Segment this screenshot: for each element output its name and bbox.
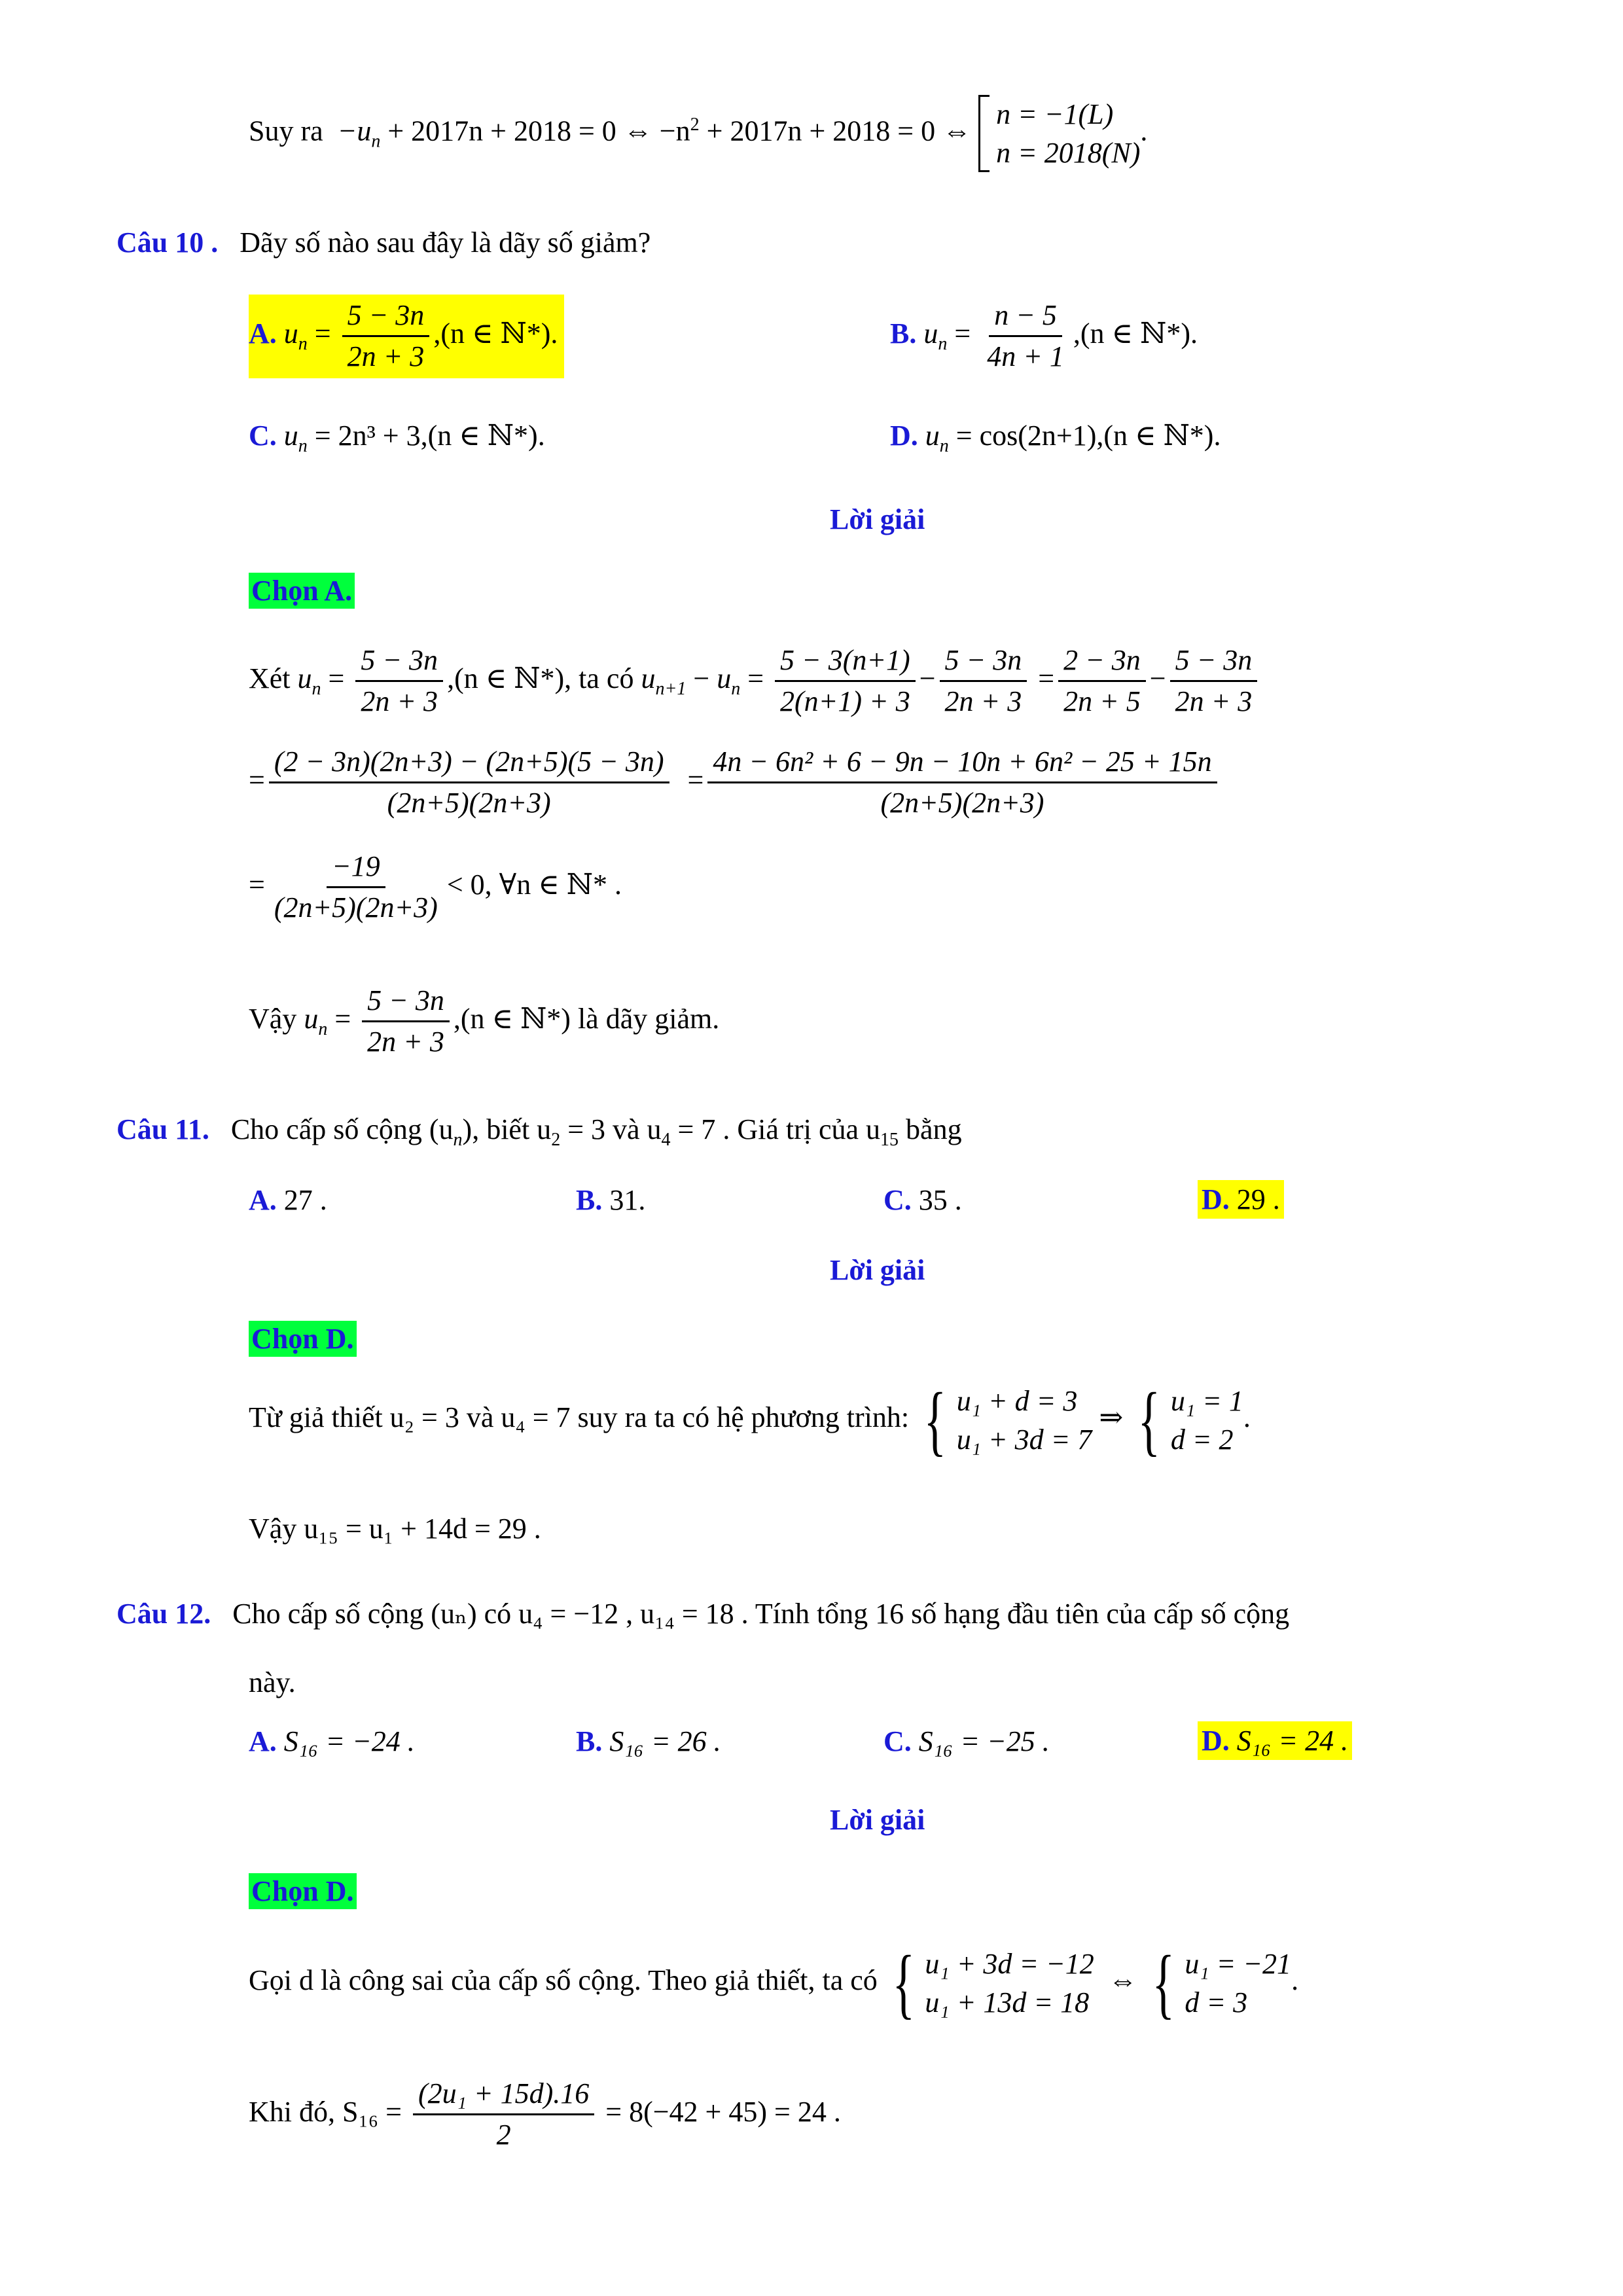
sys-row: u₁ = −21 <box>1185 1947 1292 1980</box>
q11-system1 <box>916 1376 1092 1463</box>
q10-a-letter: A. <box>249 317 277 350</box>
brace-icon: { <box>1137 1376 1161 1463</box>
frac-den: 2n + 3 <box>361 685 438 718</box>
frac-den: 2(n+1) + 3 <box>780 685 910 718</box>
frac-num: 5 − 3n <box>362 985 450 1022</box>
q10-c-expr: = 2n³ + 3,(n ∈ ℕ*). <box>314 420 545 452</box>
q12-option-b <box>576 1725 721 1758</box>
q10-s1-frac1 <box>355 645 443 718</box>
q10-option-a: A. $u_n$ = $\frac{5 - 3n}{2n + 3}$ ,(n ∈ ℕ*). <box>249 295 564 378</box>
q10-a-num: 5 − 3n <box>342 300 430 337</box>
q11-system2 <box>1130 1376 1243 1463</box>
frac-num: (2 − 3n)(2n+3) − (2n+5)(5 − 3n) <box>269 746 669 783</box>
q11-step1: Từ giả thiết u₂ = 3 và u₄ = 7 suy ra ta có hệ phương trình: { u₁ + d = 3 u₁ + 3d = 7 ⇒ { u₁ = 1 d = 2 . <box>249 1376 1251 1463</box>
q11-label: Câu 11. <box>116 1113 209 1145</box>
q12-label: Câu 12. <box>116 1598 211 1630</box>
q10-c-letter: C. <box>249 420 277 452</box>
top-eq-sup: 2 <box>690 114 700 135</box>
top-end: . <box>1140 115 1148 147</box>
q10-s4-frac <box>362 985 450 1058</box>
q11-option-a <box>249 1183 327 1217</box>
q10-s1-b: u <box>641 662 656 694</box>
frac-num: 5 − 3n <box>1170 645 1258 682</box>
q12-option-d <box>1198 1721 1352 1760</box>
q10-step4: Vậy $u_n$ = $\frac{5 - 3n}{2n + 3}$ ,(n ∈ ℕ*) là dãy giảm. <box>249 984 720 1058</box>
q10-d-letter: D. <box>890 420 918 452</box>
q11-text2: ), biết u <box>462 1113 552 1145</box>
sys-row: d = 3 <box>1185 1986 1248 2018</box>
top-case2: n = 2018(N) <box>996 137 1141 170</box>
q11-a-value: 27 . <box>283 1184 327 1216</box>
q10-s2-frac2 <box>707 746 1217 819</box>
q10-text: Dãy số nào sau đây là dãy số giảm? <box>240 226 651 259</box>
q12-s1: Gọi d là công sai của cấp số cộng. Theo giả thiết, ta có <box>249 1964 878 1997</box>
frac-den: (2n+5)(2n+3) <box>274 891 438 924</box>
frac-den: (2n+5)(2n+3) <box>387 787 551 819</box>
frac-num: 2 − 3n <box>1058 645 1146 682</box>
frac-den: 2n + 3 <box>944 685 1022 718</box>
q12-step1: Gọi d là công sai của cấp số cộng. Theo giả thiết, ta có { u₁ + 3d = −12 u₁ + 13d = 18 ⇔ { u₁ = −21 d = 3 . <box>249 1939 1299 2026</box>
q11-d-value: 29 . <box>1236 1183 1280 1215</box>
q12-d-letter: D. <box>1202 1725 1230 1757</box>
top-eq-rest: + 2017n + 2018 = 0 ⇔ −n <box>380 115 690 147</box>
q11-s1: Từ giả thiết u₂ = 3 và u₄ = 7 suy ra ta có hệ phương trình: <box>249 1401 910 1434</box>
q10-s3-tail: < 0, ∀n ∈ ℕ* . <box>446 868 622 901</box>
q11-text4: = 7 . Giá trị của u <box>670 1113 881 1145</box>
q10-b-den: 4n + 1 <box>987 340 1064 373</box>
frac-num: 5 − 3(n+1) <box>775 645 916 682</box>
top-eq-sub: n <box>371 131 381 152</box>
q10-s1-frac4 <box>1058 645 1146 718</box>
q11-text: Cho cấp số cộng (u <box>230 1113 454 1145</box>
top-cases <box>978 95 1140 173</box>
frac-num: 5 − 3n <box>940 645 1027 682</box>
q10-s3-frac <box>269 851 443 924</box>
q12-solution-title: Lời giải <box>830 1804 925 1836</box>
q10-b-num: n − 5 <box>989 300 1062 337</box>
q10-s1-frac3 <box>940 645 1027 718</box>
q12-c-letter: C. <box>883 1725 912 1757</box>
frac-num: 4n − 6n² + 6 − 9n − 10n + 6n² − 25 + 15n <box>707 746 1217 783</box>
q11-text3: = 3 và u <box>560 1113 662 1145</box>
q10-s1-frac5 <box>1170 645 1258 718</box>
q10-b-frac <box>982 300 1069 373</box>
top-equation-line <box>249 95 1147 173</box>
q12-s2-a: Khi đó, S₁₆ = <box>249 2095 402 2128</box>
equivalent-arrow: ⇔ <box>1108 1964 1137 1997</box>
q12-b-letter: B. <box>576 1725 603 1757</box>
q12-header-b: này. <box>249 1666 296 1698</box>
q10-d-expr: = cos(2n+1),(n ∈ ℕ*). <box>955 420 1221 452</box>
q11-a-letter: A. <box>249 1184 277 1216</box>
top-case1: n = −1(L) <box>996 98 1114 130</box>
q10-s2-frac1 <box>269 746 669 819</box>
sys-row: u₁ + 13d = 18 <box>925 1986 1090 2018</box>
frac-num: −19 <box>327 851 385 888</box>
q11-option-b <box>576 1183 645 1217</box>
q10-s1-a: Xét <box>249 662 291 694</box>
q10-step2: = $\frac{(2 - 3n)(2n+3) - (2n+5)(5 - 3n)}{(2n+5)(2n+3)}$ = $\frac{\text{4n − 6n² + 6 − 9n − 10n + 6n² − 25 + 15n}}{(2n+5)(2n+3)}$ <box>249 746 1221 819</box>
q12-a-value: S₁₆ = −24 . <box>283 1725 415 1757</box>
q10-header <box>116 226 651 259</box>
q10-s4-a: Vậy <box>249 1002 297 1035</box>
q12-choose: Chọn D. <box>249 1873 357 1909</box>
q10-option-b: B. $u_n$ = $\frac{n - 5}{4n + 1}$ ,(n ∈ ℕ*). <box>890 299 1198 373</box>
sys-row: u₁ = 1 <box>1170 1384 1243 1417</box>
q12-option-c <box>883 1725 1050 1758</box>
q12-text: Cho cấp số cộng (uₙ) có u₄ = −12 , u₁₄ = 18 . Tính tổng 16 số hạng đầu tiên của cấp số cộng <box>232 1598 1290 1630</box>
sys-row: u₁ + 3d = −12 <box>925 1947 1094 1980</box>
q11-b-letter: B. <box>576 1184 603 1216</box>
frac-den: (2n+5)(2n+3) <box>880 787 1044 819</box>
q12-b-value: S₁₆ = 26 . <box>609 1725 721 1757</box>
q11-b-value: 31. <box>609 1184 646 1216</box>
q11-option-c <box>883 1183 962 1217</box>
q10-a-frac <box>342 300 430 373</box>
top-text: Suy ra <box>249 115 323 147</box>
q12-s2-tail: = 8(−42 + 45) = 24 . <box>605 2095 841 2128</box>
bracket-icon <box>978 95 990 172</box>
q11-c-value: 35 . <box>918 1184 962 1216</box>
q10-step1: Xét $u_n$ = $\frac{5 - 3n}{2n + 3}$ ,(n ∈ ℕ*), ta có $u_{n+1} - u_n$ = $\frac{5 - 3(n+1)}{2(n+1) + 3}$ − $\frac{5 - 3n}{2n + 3}$ = $\frac{2 - 3n}{2n + 5}$ − $\frac{5 - 3n}{2n + 3}$ <box>249 645 1261 718</box>
q10-solution-title: Lời giải <box>830 503 925 535</box>
sys-row: d = 2 <box>1170 1424 1234 1456</box>
q10-label: Câu 10 . <box>116 226 219 259</box>
q11-option-d <box>1198 1180 1284 1219</box>
q11-header: Câu 11. Cho cấp số cộng $(u_n)$, biết $u_2 = 3$ và $u_4 = 7$ . Giá trị của $u_{15}$ bằng <box>116 1113 962 1150</box>
q11-text5: bằng <box>899 1113 962 1145</box>
q10-option-d: D. $u_n = \cos(2n+1),(n$ ∈ ℕ*). <box>890 420 1221 456</box>
frac-num: 5 − 3n <box>355 645 443 682</box>
q10-s4-tail: ,(n ∈ ℕ*) là dãy giảm. <box>453 1002 720 1035</box>
q10-a-den: 2n + 3 <box>347 340 425 373</box>
q12-system2 <box>1145 1939 1292 2026</box>
q11-s2: Vậy u₁₅ = u₁ + 14d = 29 . <box>249 1513 541 1545</box>
q11-c-letter: C. <box>883 1184 912 1216</box>
frac-den: 2 <box>496 2119 511 2151</box>
q10-s1-frac2 <box>775 645 916 718</box>
q12-system1 <box>885 1939 1094 2026</box>
q12-d-value: S₁₆ = 24 . <box>1236 1725 1349 1757</box>
q11-choose: Chọn D. <box>249 1321 357 1357</box>
q10-s1-tail: ,(n ∈ ℕ*), ta có <box>447 662 634 694</box>
q10-choose: Chọn A. <box>249 573 355 609</box>
q10-b-tail: ,(n ∈ ℕ*). <box>1073 317 1198 350</box>
q10-a-tail: ,(n ∈ ℕ*). <box>433 317 558 350</box>
q12-a-letter: A. <box>249 1725 277 1757</box>
q12-header <box>116 1597 1289 1630</box>
q12-option-a <box>249 1725 415 1758</box>
top-eq: −u <box>337 115 372 147</box>
brace-icon: { <box>923 1376 947 1463</box>
frac-den: 2n + 5 <box>1063 685 1141 718</box>
q10-b-letter: B. <box>890 317 917 350</box>
frac-den: 2n + 3 <box>367 1026 444 1058</box>
q12-step2 <box>249 2078 841 2151</box>
q12-s2-frac <box>413 2078 594 2151</box>
frac-num: (2u₁ + 15d).16 <box>413 2078 594 2115</box>
sys-row: u₁ + 3d = 7 <box>956 1424 1092 1456</box>
q11-d-letter: D. <box>1202 1183 1230 1215</box>
implies-arrow: ⇒ <box>1099 1401 1124 1434</box>
brace-icon: { <box>892 1939 915 2026</box>
brace-icon: { <box>1152 1939 1175 2026</box>
q12-c-value: S₁₆ = −25 . <box>918 1725 1050 1757</box>
top-eq-rest2: + 2017n + 2018 = 0 ⇔ <box>699 115 972 147</box>
q11-step2 <box>249 1512 541 1545</box>
frac-den: 2n + 3 <box>1175 685 1253 718</box>
q10-option-c: C. $u_n = 2n^3 + 3,(n$ ∈ ℕ*). <box>249 420 545 456</box>
sys-row: u₁ + d = 3 <box>956 1384 1078 1417</box>
q11-solution-title: Lời giải <box>830 1254 925 1286</box>
q10-step3: = $\frac{-19}{(2n+5)(2n+3)}$ < 0, ∀n ∈ ℕ* . <box>249 850 622 924</box>
